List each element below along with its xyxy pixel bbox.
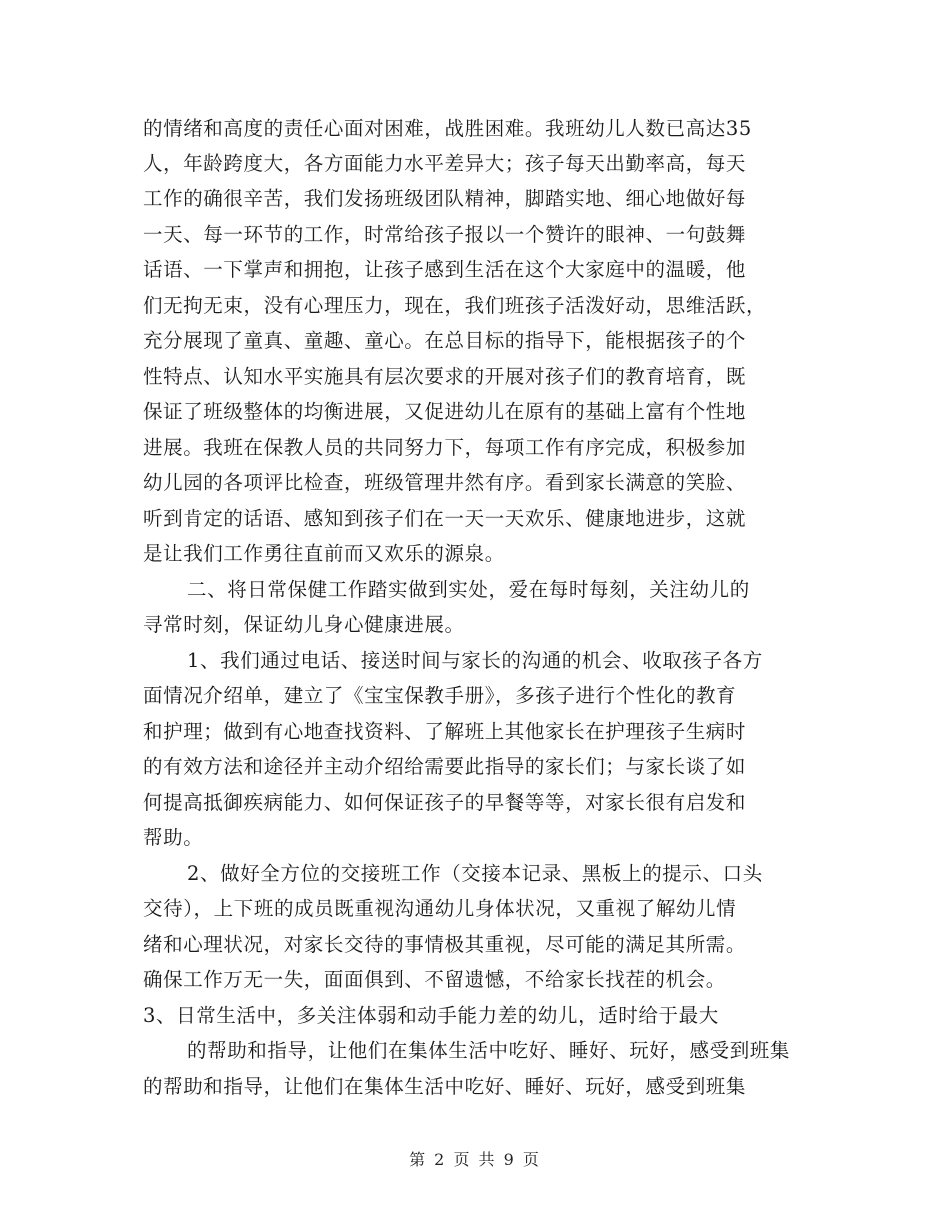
text-line: 绪和心理状况，对家长交待的事情极其重视，尽可能的满足其所需。 — [143, 933, 747, 956]
text-line: 寻常时刻，保证幼儿身心健康进展。 — [143, 613, 465, 636]
text-line: 帮助。 — [143, 826, 204, 849]
paragraph-start: 的帮助和指导，让他们在集体生活中吃好、睡好、玩好，感受到班集 — [187, 1039, 791, 1062]
text-line: 的帮助和指导，让他们在集体生活中吃好、睡好、玩好，感受到班集 — [143, 1075, 747, 1098]
text-line: 保证了班级整体的均衡进展，又促进幼儿在原有的基础上富有个性地 — [143, 400, 747, 423]
text-line: 和护理；做到有心地查找资料、了解班上其他家长在护理孩子生病时 — [143, 720, 747, 743]
paragraph-start: 1、我们通过电话、接送时间与家长的沟通的机会、收取孩子各方 — [187, 649, 763, 672]
text-line: 的情绪和高度的责任心面对困难，战胜困难。我班幼儿人数已高达35 — [143, 117, 752, 140]
text-line: 进展。我班在保教人员的共同努力下，每项工作有序完成，积极参加 — [143, 436, 747, 459]
text-line: 3、日常生活中，多关注体弱和动手能力差的幼儿，适时给于最大 — [143, 1004, 719, 1027]
text-line: 们无拘无束，没有心理压力，现在，我们班孩子活泼好动，思维活跃， — [143, 294, 767, 317]
text-line: 确保工作万无一失，面面俱到、不留遗憾，不给家长找茬的机会。 — [143, 968, 726, 991]
text-line: 面情况介绍单，建立了《宝宝保教手册》，多孩子进行个性化的教育 — [143, 684, 737, 707]
text-line: 一天、每一环节的工作，时常给孩子报以一个赞许的眼神、一句鼓舞 — [143, 223, 747, 246]
text-line: 工作的确很辛苦，我们发扬班级团队精神，脚踏实地、细心地做好每 — [143, 187, 747, 210]
text-line: 性特点、认知水平实施具有层次要求的开展对孩子们的教育培育，既 — [143, 365, 747, 388]
section-heading: 二、将日常保健工作踏实做到实处，爱在每时每刻，关注幼儿的 — [187, 578, 750, 601]
text-line: 是让我们工作勇往直前而又欢乐的源泉。 — [143, 542, 505, 565]
text-line: 的有效方法和途径并主动介绍给需要此指导的家长们；与家长谈了如 — [143, 755, 747, 778]
paragraph-start: 2、做好全方位的交接班工作（交接本记录、黑板上的提示、口头 — [187, 862, 763, 885]
text-line: 人，年龄跨度大，各方面能力水平差异大；孩子每天出勤率高，每天 — [143, 152, 747, 175]
text-line: 话语、一下掌声和拥抱，让孩子感到生活在这个大家庭中的温暖，他 — [143, 258, 747, 281]
text-line: 何提高抵御疾病能力、如何保证孩子的早餐等等，对家长很有启发和 — [143, 791, 747, 814]
page-footer: 第 2 页 共 9 页 — [409, 1150, 541, 1169]
text-line: 充分展现了童真、童趣、童心。在总目标的指导下，能根据孩子的个 — [143, 329, 747, 352]
text-line: 听到肯定的话语、感知到孩子们在一天一天欢乐、健康地进步，这就 — [143, 507, 747, 530]
text-line: 交待），上下班的成员既重视沟通幼儿身体状况，又重视了解幼儿情 — [143, 897, 737, 920]
text-line: 幼儿园的各项评比检查，班级管理井然有序。看到家长满意的笑脸、 — [143, 471, 747, 494]
